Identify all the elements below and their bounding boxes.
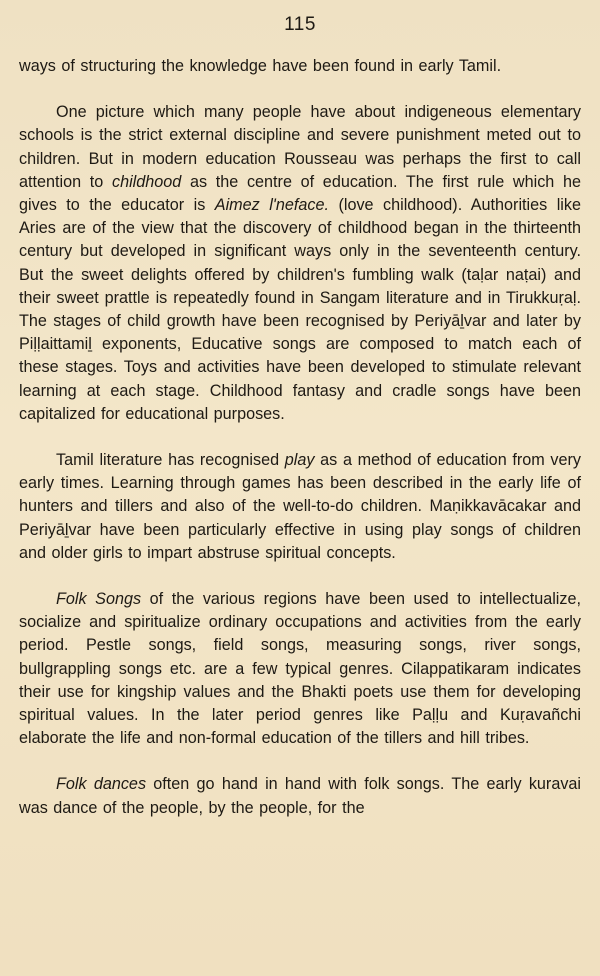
paragraph-continuation	[19, 55, 581, 78]
emphasis-folk-songs: Folk Songs	[56, 590, 142, 609]
paragraph-text: as the centre of education. The first rule which he gives to the educator is	[19, 172, 581, 215]
page-body	[19, 55, 581, 820]
paragraph-text: (love childhood). Authorities like Aries are of the view that the discovery of childhood began in the thirteenth century but developed in significant ways only in the seventeenth century. But the sweet delights offered by children's fumbling walk (taḷar naṭai) and their sweet prattle is repeatedly found in Sangam literature and in Tirukkuṛaḷ. The stages of child growth have been recognised by Periyāḻvar and later by Piḷḷaittamiḻ exponents, Educative songs are composed to match each of these stages. Toys and activities have been developed to stimulate relevant learning at each stage. Childhood fantasy and cradle songs have been capitalized for educational purposes.	[19, 196, 581, 423]
paragraph-text: often go hand in hand with folk songs. The early kuravai was dance of the people, by the people, for the	[19, 775, 582, 817]
paragraph-text: ways of structuring the knowledge have been found in early Tamil.	[19, 57, 502, 75]
emphasis-play: play	[284, 451, 315, 470]
emphasis-childhood: childhood	[111, 172, 182, 191]
emphasis-folk-dances: Folk dances	[56, 775, 147, 794]
emphasis-french-quote: Aimez l'neface.	[214, 196, 329, 215]
paragraph-folk-songs	[19, 588, 581, 750]
paragraph-text: One picture which many people have about indigeneous elementary schools is the strict external discipline and severe punishment meted out to children. But in modern education Rousseau was perhaps the first to call attention to	[19, 103, 581, 191]
paragraph-text: Tamil literature has recognised	[56, 451, 285, 470]
paragraph-childhood	[19, 101, 581, 426]
page-number: 115	[284, 14, 316, 35]
paragraph-folk-dances	[19, 773, 581, 819]
paragraph-text: of the various regions have been used to intellectualize, socialize and spiritualize ordinary occupations and activities from the early period. Pestle songs, field songs, measuring songs, river songs, bullgrappling songs etc. are a few typical genres. Cilappatikaram indicates their use for kingship values and the Bhakti poets use them for developing spiritual values. In the later period genres like Paḷḷu and Kuṛavañchi elaborate the life and non-formal education of the tillers and hill tribes.	[19, 590, 581, 748]
paragraph-play	[19, 449, 581, 565]
paragraph-text: as a method of education from very early times. Learning through games has been described in the early life of hunters and tillers and also of the well-to-do children. Maṇikkavācakar and Periyāḻvar have been particularly effective in using play songs of children and older girls to impart abstruse spiritual concepts.	[19, 451, 582, 562]
